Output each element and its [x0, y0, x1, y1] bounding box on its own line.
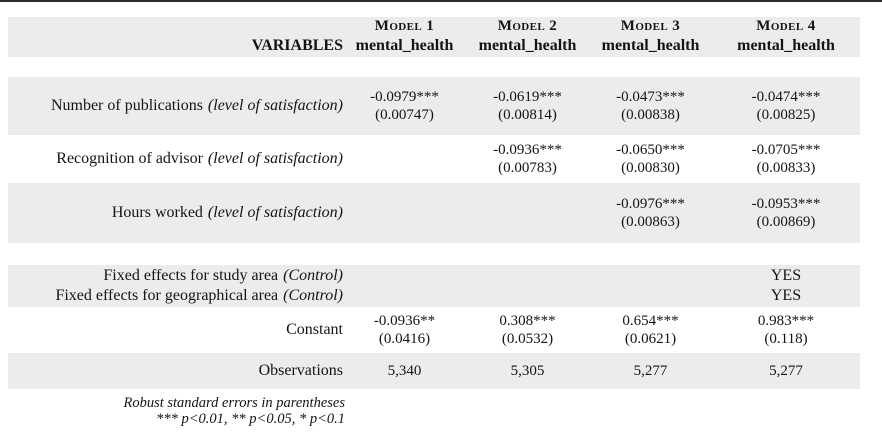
obs-cell-model-4: 5,277	[769, 363, 803, 379]
coef-cell-model-2	[466, 77, 589, 135]
note-significance-levels: *** p<0.01, ** p<0.05, * p<0.1	[156, 411, 345, 427]
coefficient: -0.0936**	[373, 313, 436, 329]
obs-cell-model-2: 5,305	[510, 363, 545, 379]
row-label-cell	[8, 135, 343, 183]
row-label: Constant	[286, 321, 343, 338]
model-2-header-cell	[466, 17, 589, 57]
model-4-name: Model 4	[756, 18, 816, 34]
variable-qualifier: (level of satisfaction)	[207, 97, 343, 114]
row-fixed-effects-study-area	[8, 266, 860, 286]
top-border-line	[0, 0, 882, 2]
standard-error: (0.0532)	[501, 331, 554, 347]
variables-header-label: VARIABLES	[251, 37, 343, 54]
regression-table	[8, 17, 860, 427]
coef-cell-model-3	[589, 77, 712, 135]
row-observations	[8, 353, 860, 389]
row-constant	[8, 307, 860, 353]
coef-cell-model-3	[589, 135, 712, 183]
fe-cell-model-2	[466, 266, 589, 286]
row-label	[112, 204, 343, 222]
coef-cell-model-2	[466, 183, 589, 243]
row-label-cell	[8, 266, 343, 286]
row-label	[56, 150, 343, 168]
row-label	[55, 286, 343, 306]
coef-cell-model-2	[466, 307, 589, 353]
row-hours-worked	[8, 183, 860, 243]
coef-cell-model-2	[466, 135, 589, 183]
model-3-name: Model 3	[620, 18, 681, 34]
coefficient: 0.308***	[499, 313, 556, 329]
standard-error: (0.00747)	[375, 107, 434, 123]
row-fixed-effects-geographical-area	[8, 286, 860, 306]
model-1-name: Model 1	[374, 18, 435, 34]
row-number-of-publications	[8, 77, 860, 135]
variable-qualifier: (level of satisfaction)	[207, 150, 343, 167]
fe-cell-model-1	[343, 286, 466, 306]
standard-error: (0.0621)	[624, 331, 677, 347]
fe-cell-model-4: YES	[770, 287, 802, 304]
row-label-cell	[8, 353, 343, 389]
coef-cell-model-3	[589, 307, 712, 353]
standard-error: (0.00825)	[756, 107, 816, 123]
fe-cell-model-2	[466, 286, 589, 306]
model-2-name: Model 2	[497, 18, 558, 34]
standard-error: (0.00863)	[621, 214, 680, 230]
coefficient: -0.0705***	[751, 142, 821, 158]
standard-error: (0.00833)	[756, 160, 816, 176]
standard-error: (0.118)	[764, 331, 808, 347]
coef-cell-model-4	[712, 77, 860, 135]
obs-cell-model-1: 5,340	[387, 363, 422, 379]
fixed-effects-band	[8, 265, 860, 307]
coefficient: -0.0619***	[493, 89, 562, 105]
coef-cell-model-4	[712, 183, 860, 243]
table-notes	[8, 395, 345, 427]
row-label-cell	[8, 77, 343, 135]
fe-cell-model-3	[589, 266, 712, 286]
model-3-dependent-variable: mental_health	[601, 37, 700, 54]
spacer	[8, 243, 860, 265]
variable-name: Number of publications	[50, 97, 203, 114]
model-2-dependent-variable: mental_health	[478, 37, 577, 54]
coefficient: -0.0936***	[493, 142, 562, 158]
coef-cell-model-4	[712, 135, 860, 183]
row-label-cell	[8, 183, 343, 243]
coefficient: -0.0473***	[616, 89, 685, 105]
coef-cell-model-3	[589, 183, 712, 243]
row-label: Observations	[258, 362, 343, 379]
coef-cell-model-1	[343, 77, 466, 135]
standard-error: (0.0416)	[378, 331, 431, 347]
coefficient: 0.654***	[622, 313, 679, 329]
control-qualifier: (Control)	[283, 287, 343, 304]
variable-name: Hours worked	[111, 204, 203, 221]
obs-cell-model-3: 5,277	[633, 363, 668, 379]
coef-cell-model-1	[343, 307, 466, 353]
standard-error: (0.00783)	[498, 160, 557, 176]
standard-error: (0.00838)	[621, 107, 680, 123]
fe-cell-model-1	[343, 266, 466, 286]
standard-error: (0.00869)	[756, 214, 816, 230]
variable-qualifier: (level of satisfaction)	[207, 204, 343, 221]
coef-cell-model-1	[343, 183, 466, 243]
variables-header-cell	[8, 17, 343, 57]
model-4-dependent-variable: mental_health	[737, 37, 835, 54]
row-label	[51, 97, 343, 115]
row-label-cell	[8, 286, 343, 306]
variable-name: Recognition of advisor	[56, 150, 203, 167]
coefficient: -0.0953***	[751, 196, 821, 212]
control-qualifier: (Control)	[283, 267, 343, 284]
model-1-dependent-variable: mental_health	[355, 37, 454, 54]
coefficient: -0.0976***	[616, 196, 685, 212]
model-4-header-cell	[712, 17, 860, 57]
model-1-header-cell	[343, 17, 466, 57]
standard-error: (0.00814)	[498, 107, 557, 123]
coefficient: -0.0979***	[370, 89, 439, 105]
fixed-effect-name: Fixed effects for geographical area	[55, 287, 279, 304]
coefficient: -0.0650***	[616, 142, 685, 158]
row-label-cell	[8, 307, 343, 353]
fe-cell-model-4: YES	[770, 267, 802, 284]
coefficient: 0.983***	[757, 313, 815, 329]
note-robust-se: Robust standard errors in parentheses	[123, 395, 345, 411]
row-recognition-of-advisor	[8, 135, 860, 183]
table-header-row	[8, 17, 860, 57]
fe-cell-model-3	[589, 286, 712, 306]
fixed-effect-name: Fixed effects for study area	[103, 267, 279, 284]
standard-error: (0.00830)	[621, 160, 680, 176]
coef-cell-model-1	[343, 135, 466, 183]
coef-cell-model-4	[712, 307, 860, 353]
coefficient: -0.0474***	[751, 89, 821, 105]
model-3-header-cell	[589, 17, 712, 57]
spacer	[8, 57, 860, 77]
row-label	[103, 266, 343, 286]
